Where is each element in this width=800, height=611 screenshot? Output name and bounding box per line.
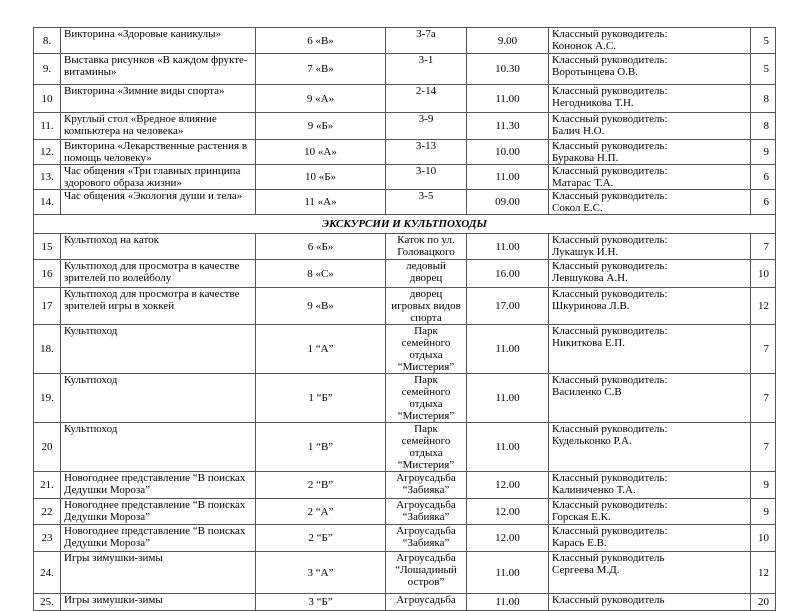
table-row — [34, 234, 776, 260]
time: 11.00 — [467, 165, 549, 190]
table-row — [34, 423, 776, 472]
responsible-name: Кононок А.С. — [552, 40, 616, 52]
row-number: 22 — [34, 499, 61, 525]
event-name: Культпоход — [61, 423, 256, 472]
place: Агроусадьба “Забияка” — [386, 525, 467, 552]
responsible — [549, 260, 751, 288]
event-name: Игры зимушки-зимы — [61, 594, 256, 611]
responsible-role: Классный руководитель: — [552, 325, 668, 337]
participants-count: 7 — [751, 234, 776, 260]
table-row — [34, 190, 776, 215]
responsible — [549, 423, 751, 472]
event-name: Час общения «Три главных принципа здорового образа жизни» — [61, 165, 256, 190]
class-name: 2 “А” — [256, 499, 386, 525]
responsible-role: Классный руководитель: — [552, 288, 668, 300]
responsible-role: Классный руководитель: — [552, 525, 668, 537]
event-name: Культпоход на каток — [61, 234, 256, 260]
section-title: ЭКСКУРСИИ И КУЛЬТПОХОДЫ — [34, 215, 776, 234]
responsible-role: Классный руководитель: — [552, 113, 668, 125]
class-name: 9 «А» — [256, 85, 386, 113]
class-name: 6 «Б» — [256, 234, 386, 260]
place: Парк семейного отдыха “Мистерия” — [386, 423, 467, 472]
class-name: 3 “А” — [256, 552, 386, 594]
responsible — [549, 234, 751, 260]
responsible-role: Классный руководитель: — [552, 54, 668, 66]
place: Агроусадьба — [386, 594, 467, 611]
event-name: Новогоднее представление “В поисках Дедушки Мороза” — [61, 499, 256, 525]
table-row — [34, 113, 776, 140]
events-table — [33, 27, 776, 611]
participants-count: 9 — [751, 140, 776, 165]
responsible-role: Классный руководитель — [552, 552, 665, 564]
row-number: 16 — [34, 260, 61, 288]
row-number: 13. — [34, 165, 61, 190]
participants-count: 6 — [751, 165, 776, 190]
table-row — [34, 260, 776, 288]
responsible — [549, 113, 751, 140]
place: 3-9 — [386, 113, 467, 140]
table-row — [34, 525, 776, 552]
responsible-name: Василенко С.В — [552, 386, 622, 398]
row-number: 21. — [34, 472, 61, 499]
time: 10.00 — [467, 140, 549, 165]
participants-count: 5 — [751, 54, 776, 85]
table-row — [34, 85, 776, 113]
table-row — [34, 54, 776, 85]
event-name: Культпоход — [61, 325, 256, 374]
place: 3-10 — [386, 165, 467, 190]
responsible — [549, 594, 751, 611]
responsible-name: Карась Е.В. — [552, 537, 607, 549]
table-row — [34, 594, 776, 611]
participants-count: 8 — [751, 85, 776, 113]
time: 12.00 — [467, 472, 549, 499]
time: 10.30 — [467, 54, 549, 85]
time: 9.00 — [467, 28, 549, 54]
row-number: 15 — [34, 234, 61, 260]
responsible-role: Классный руководитель: — [552, 140, 668, 152]
time: 11.00 — [467, 234, 549, 260]
event-name: Круглый стол «Вредное влияние компьютера на человека» — [61, 113, 256, 140]
class-name: 1 “В” — [256, 423, 386, 472]
place: Агроусадьба “Забияка” — [386, 472, 467, 499]
participants-count: 10 — [751, 525, 776, 552]
class-name: 1 “Б” — [256, 374, 386, 423]
place: ледовый дворец — [386, 260, 467, 288]
event-name: Час общения «Экология души и тела» — [61, 190, 256, 215]
responsible-role: Классный руководитель: — [552, 234, 668, 246]
responsible-role: Классный руководитель: — [552, 472, 668, 484]
responsible-role: Классный руководитель: — [552, 423, 668, 435]
class-name: 11 «А» — [256, 190, 386, 215]
row-number: 9. — [34, 54, 61, 85]
responsible-name: Воротынцева О.В. — [552, 66, 639, 78]
row-number: 23 — [34, 525, 61, 552]
row-number: 20 — [34, 423, 61, 472]
place: Агроусадьба “Лошадиный остров” — [386, 552, 467, 594]
responsible — [549, 85, 751, 113]
section-header-row — [34, 215, 776, 234]
class-name: 1 “А” — [256, 325, 386, 374]
responsible-name: Кудельконко Р.А. — [552, 435, 632, 447]
place: Каток по ул. Головацкого — [386, 234, 467, 260]
event-name: Культпоход для просмотра в качестве зрителей игры в хоккей — [61, 288, 256, 325]
responsible — [549, 190, 751, 215]
time: 11.00 — [467, 325, 549, 374]
table-row — [34, 288, 776, 325]
responsible — [549, 499, 751, 525]
responsible-name: Балич Н.О. — [552, 125, 605, 137]
class-name: 10 «А» — [256, 140, 386, 165]
event-name: Выставка рисунков «В каждом фрукте- витамины» — [61, 54, 256, 85]
event-name: Культпоход — [61, 374, 256, 423]
responsible-role: Классный руководитель: — [552, 499, 668, 511]
class-name: 7 «В» — [256, 54, 386, 85]
class-name: 3 “Б” — [256, 594, 386, 611]
responsible-role: Классный руководитель: — [552, 85, 668, 97]
place: 3-5 — [386, 190, 467, 215]
responsible-role: Классный руководитель — [552, 594, 665, 606]
row-number: 12. — [34, 140, 61, 165]
event-name: Викторина «Лекарственные растения в помощь человеку» — [61, 140, 256, 165]
responsible-name: Левшукова А.Н. — [552, 272, 628, 284]
participants-count: 9 — [751, 472, 776, 499]
time: 11.00 — [467, 594, 549, 611]
event-name: Новогоднее представление “В поисках Дедушки Мороза” — [61, 525, 256, 552]
time: 11.00 — [467, 374, 549, 423]
time: 12.00 — [467, 499, 549, 525]
row-number: 24. — [34, 552, 61, 594]
class-name: 8 «С» — [256, 260, 386, 288]
responsible-role: Классный руководитель: — [552, 190, 668, 202]
row-number: 19. — [34, 374, 61, 423]
responsible-name: Шкуринова Л.В. — [552, 300, 630, 312]
table-row — [34, 28, 776, 54]
responsible — [549, 165, 751, 190]
responsible — [549, 140, 751, 165]
row-number: 11. — [34, 113, 61, 140]
participants-count: 12 — [751, 552, 776, 594]
participants-count: 10 — [751, 260, 776, 288]
event-name: Новогоднее представление “В поисках Дедушки Мороза” — [61, 472, 256, 499]
responsible-role: Классный руководитель: — [552, 260, 668, 272]
time: 09.00 — [467, 190, 549, 215]
row-number: 18. — [34, 325, 61, 374]
row-number: 10 — [34, 85, 61, 113]
time: 11.00 — [467, 423, 549, 472]
time: 11.30 — [467, 113, 549, 140]
participants-count: 8 — [751, 113, 776, 140]
responsible-name: Горская Е.К. — [552, 511, 611, 523]
responsible-name: Негодникова Т.Н. — [552, 97, 634, 109]
place: 3-13 — [386, 140, 467, 165]
place: дворец игровых видов спорта — [386, 288, 467, 325]
class-name: 6 «В» — [256, 28, 386, 54]
event-name: Викторина «Зимние виды спорта» — [61, 85, 256, 113]
table-row — [34, 140, 776, 165]
time: 16.00 — [467, 260, 549, 288]
responsible-role: Классный руководитель: — [552, 374, 668, 386]
responsible-name: Калиниченко Т.А. — [552, 484, 636, 496]
time: 17.00 — [467, 288, 549, 325]
event-name: Игры зимушки-зимы — [61, 552, 256, 594]
table-row — [34, 499, 776, 525]
responsible-role: Классный руководитель: — [552, 28, 668, 40]
responsible — [549, 54, 751, 85]
place: Парк семейного отдыха “Мистерия” — [386, 374, 467, 423]
responsible — [549, 28, 751, 54]
responsible — [549, 288, 751, 325]
row-number: 8. — [34, 28, 61, 54]
time: 11.00 — [467, 85, 549, 113]
participants-count: 5 — [751, 28, 776, 54]
place: 3-7а — [386, 28, 467, 54]
participants-count: 9 — [751, 499, 776, 525]
class-name: 2 “Б” — [256, 525, 386, 552]
row-number: 17 — [34, 288, 61, 325]
participants-count: 7 — [751, 374, 776, 423]
time: 11.00 — [467, 552, 549, 594]
event-name: Культпоход для просмотра в качестве зрителей по волейболу — [61, 260, 256, 288]
responsible-name: Матарас Т.А. — [552, 177, 614, 189]
row-number: 25. — [34, 594, 61, 611]
responsible — [549, 374, 751, 423]
time: 12.00 — [467, 525, 549, 552]
event-name: Викторина «Здоровые каникулы» — [61, 28, 256, 54]
place: Парк семейного отдыха “Мистерия” — [386, 325, 467, 374]
table-row — [34, 552, 776, 594]
responsible — [549, 552, 751, 594]
responsible-name: Буракова Н.П. — [552, 152, 619, 164]
table-row — [34, 165, 776, 190]
row-number: 14. — [34, 190, 61, 215]
responsible-name: Сокол Е.С. — [552, 202, 603, 214]
place: Агроусадьба “Забияка” — [386, 499, 467, 525]
participants-count: 20 — [751, 594, 776, 611]
class-name: 10 «Б» — [256, 165, 386, 190]
participants-count: 7 — [751, 325, 776, 374]
responsible-name: Лукашук И.Н. — [552, 246, 619, 258]
table-row — [34, 325, 776, 374]
responsible — [549, 472, 751, 499]
responsible-name: Никиткова Е.П. — [552, 337, 625, 349]
responsible — [549, 525, 751, 552]
class-name: 2 “В” — [256, 472, 386, 499]
class-name: 9 «В» — [256, 288, 386, 325]
responsible — [549, 325, 751, 374]
participants-count: 12 — [751, 288, 776, 325]
responsible-role: Классный руководитель: — [552, 165, 668, 177]
place: 3-1 — [386, 54, 467, 85]
participants-count: 6 — [751, 190, 776, 215]
place: 2-14 — [386, 85, 467, 113]
table-row — [34, 374, 776, 423]
responsible-name: Сергеева М.Д. — [552, 564, 620, 576]
table-row — [34, 472, 776, 499]
participants-count: 7 — [751, 423, 776, 472]
class-name: 9 «Б» — [256, 113, 386, 140]
